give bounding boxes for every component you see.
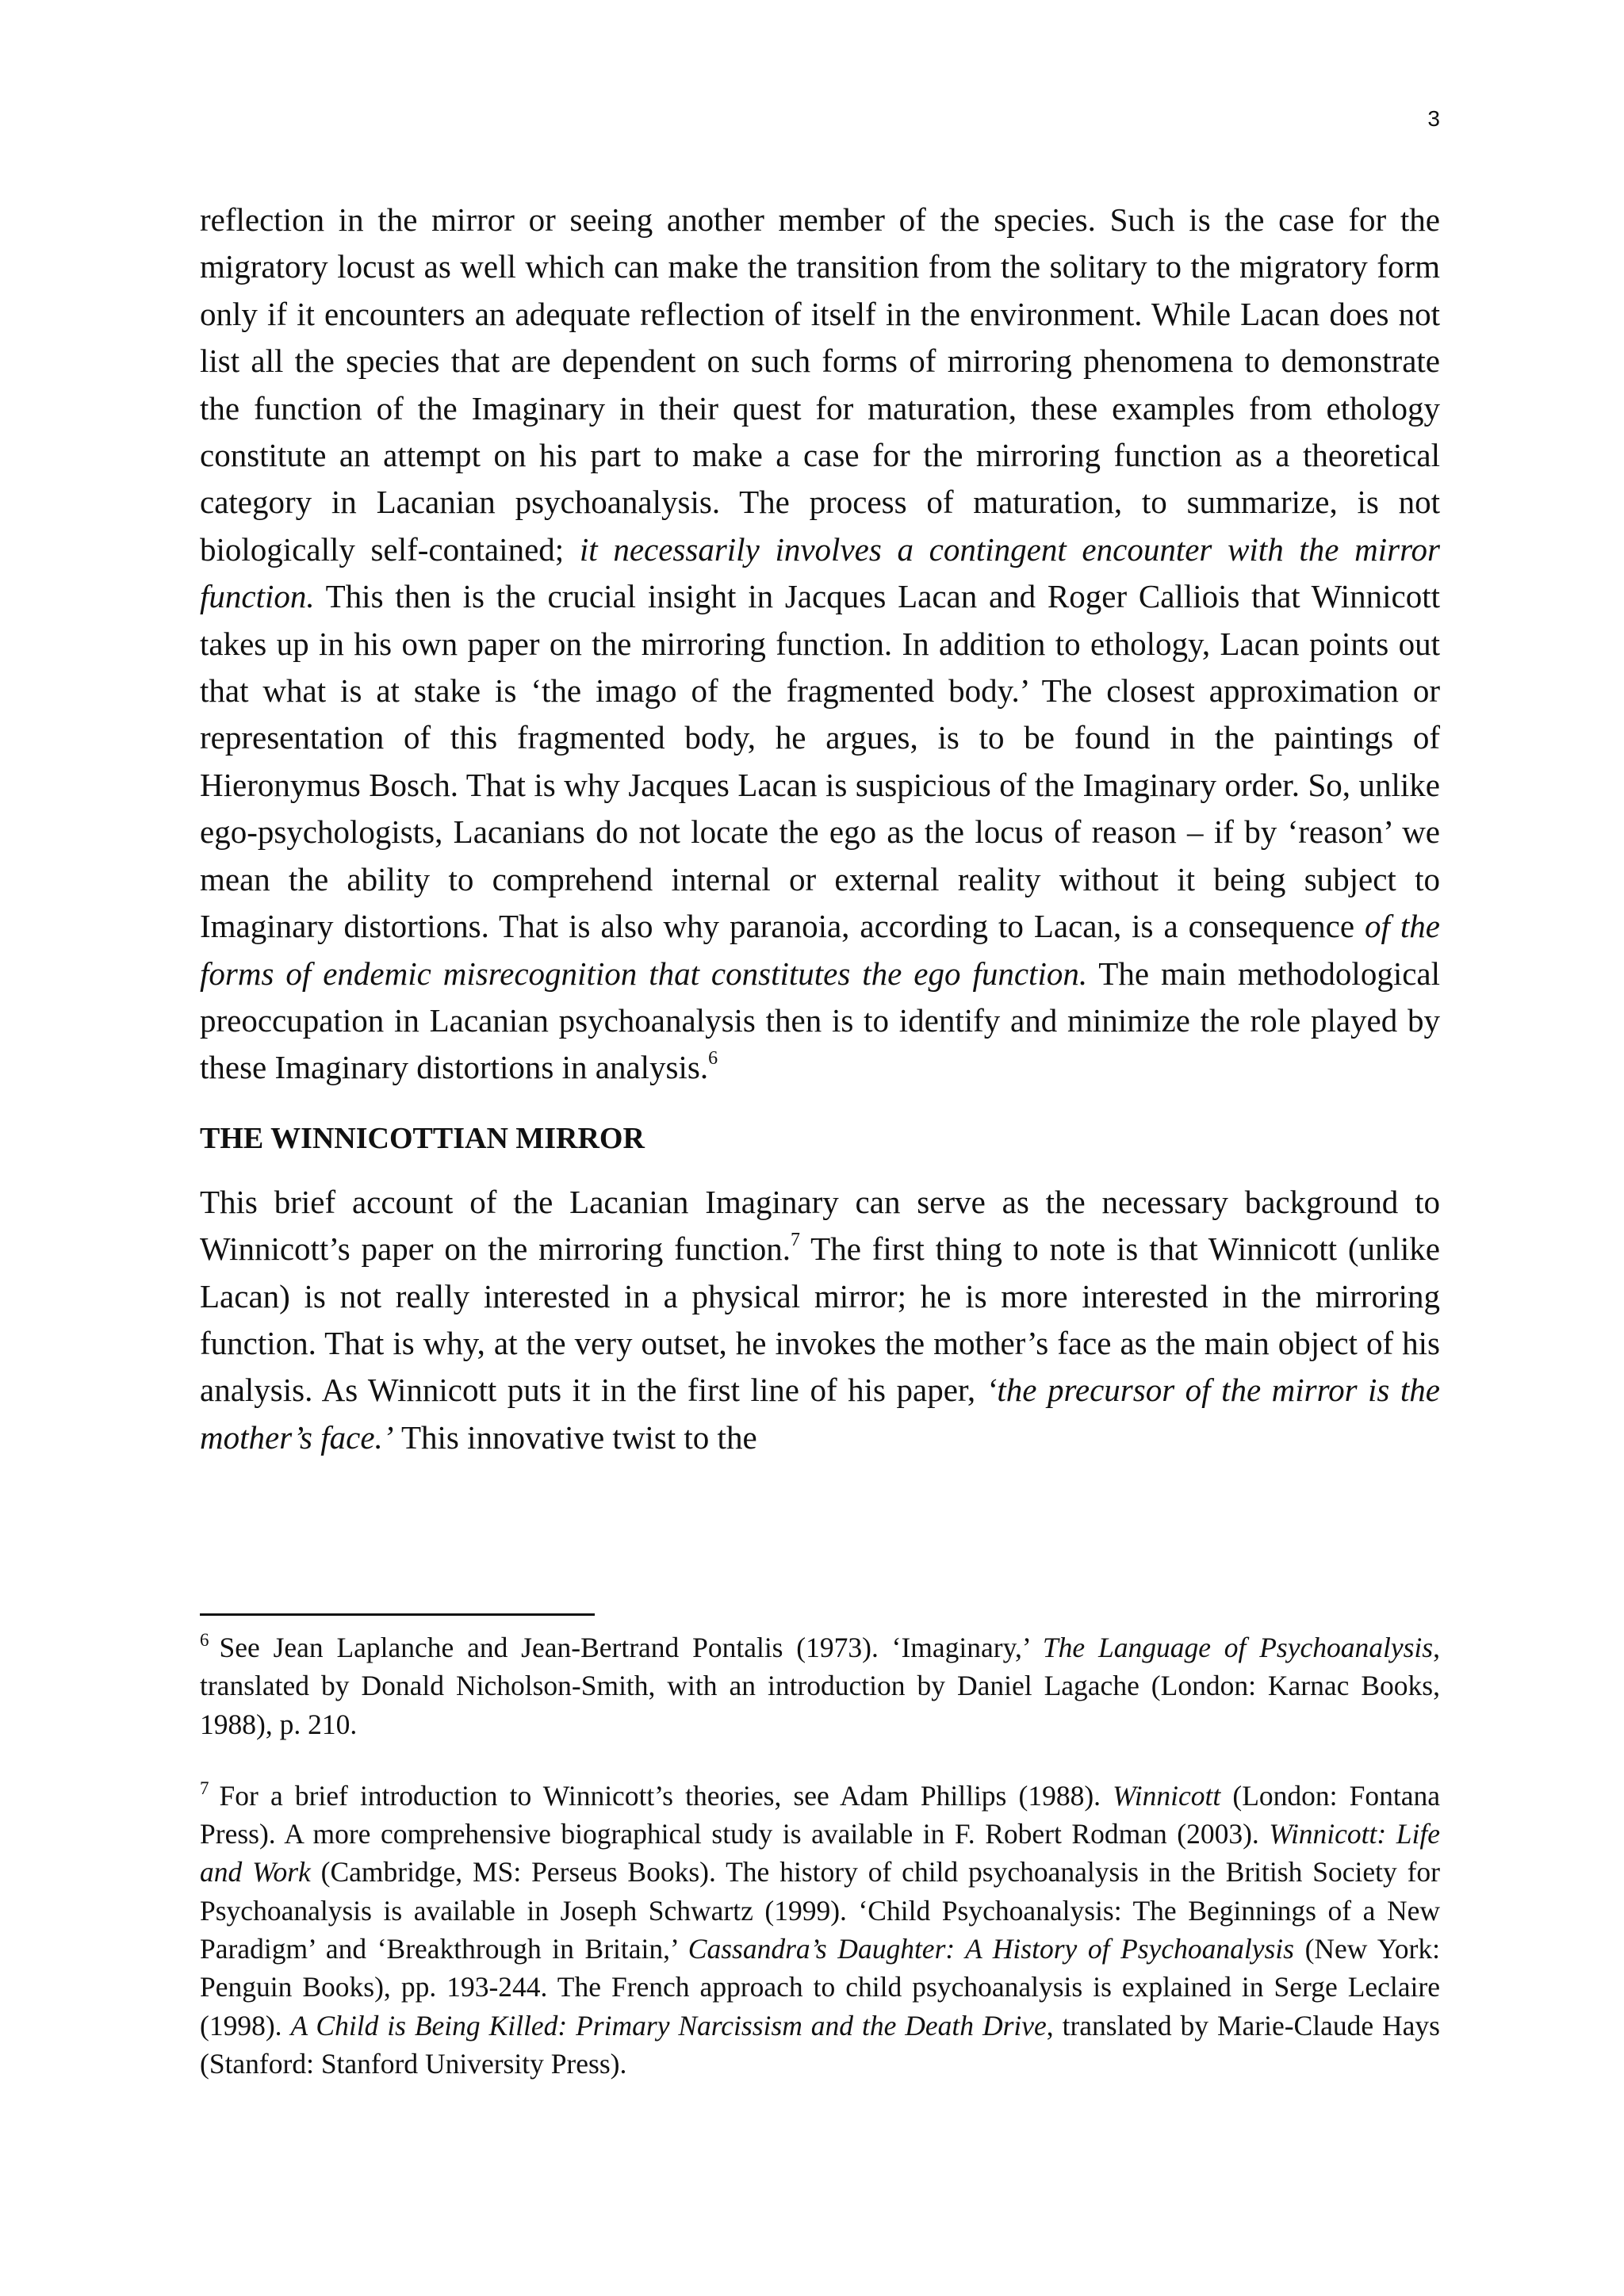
footnote-reference: 6	[708, 1048, 718, 1070]
text-run: , translated by Donald Nicholson-Smith, with an introduction by Daniel Lagache (London: Karnac Books, 1988), p. 210.	[200, 1632, 1440, 1740]
text-run: reflection in the mirror or seeing another member of the species. Such is the case for the migratory locust as well which can make the transition from the solitary to the migratory form only if it encounters an adequate reflection of itself in the environment. While Lacan does not list all the species that are dependent on such forms of mirroring phenomena to demonstrate the function of the Imaginary in their quest for maturation, these examples from ethology constitute an attempt on his part to make a case for the mirroring function as a theoretical category in Lacanian psychoanalysis. The process of maturation, to summarize, is not biologically self-contained;	[200, 201, 1440, 568]
text-run: For a brief introduction to Winnicott’s theories, see Adam Phillips (1988).	[219, 1779, 1113, 1812]
footnote-marker: 6	[200, 1630, 209, 1650]
body-paragraph-1	[200, 197, 1440, 1092]
text-run: (London: Fontana Press). A more comprehensive biographical study is available in F. Robert Rodman (2003).	[200, 1779, 1441, 1850]
text-run: (Cambridge, MS: Perseus Books). The history of child psychoanalysis in the British Society for Psychoanalysis is available in Joseph Schwartz (1999). ‘Child Psychoanalysis: The Beginnings of a New Paradigm’ and ‘Breakthrough in Britain,’	[200, 1856, 1440, 1965]
italic-text: ‘the precursor of the mirror is the mother’s face.’	[200, 1372, 1440, 1456]
italic-text: Cassandra’s Daughter: A History of Psychoanalysis	[688, 1933, 1294, 1965]
body-text	[200, 197, 1440, 1461]
italic-text: Winnicott: Life and Work	[200, 1818, 1440, 1888]
footnote-reference: 7	[791, 1230, 801, 1251]
text-run: The main methodological preoccupation in Lacanian psychoanalysis then is to identify and minimize the role played by these Imaginary distortions in analysis.	[200, 955, 1441, 1086]
italic-text: of the forms of endemic misrecognition that constitutes the ego function.	[200, 908, 1440, 992]
page-number: 3	[1427, 106, 1440, 131]
footnote-7	[200, 1777, 1440, 2083]
text-run: , translated by Marie-Claude Hays (Stanford: Stanford University Press).	[200, 2009, 1440, 2080]
text-run: This brief account of the Lacanian Imaginary can serve as the necessary background to Winnicott’s paper on the mirroring function.	[200, 1183, 1440, 1268]
body-paragraph-2	[200, 1179, 1440, 1461]
text-run: This innovative twist to the	[393, 1418, 757, 1456]
italic-text: it necessarily involves a contingent encounter with the mirror function.	[200, 530, 1441, 615]
text-run: (New York: Penguin Books), pp. 193-244. The French approach to child psychoanalysis is explained in Serge Leclaire (1998).	[200, 1933, 1440, 2042]
text-run: The first thing to note is that Winnicott (unlike Lacan) is not really interested in a physical mirror; he is more interested in the mirroring function. That is why, at the very outset, he invokes the mother’s face as the main object of his analysis. As Winnicott puts it in the first line of his paper,	[200, 1230, 1440, 1409]
footnote-6	[200, 1628, 1440, 1743]
footnote-text	[200, 1777, 1441, 2080]
italic-text: A Child is Being Killed: Primary Narcissism and the Death Drive	[290, 2009, 1047, 2042]
text-run: This then is the crucial insight in Jacques Lacan and Roger Calliois that Winnicott takes up in his own paper on the mirroring function. In addition to ethology, Lacan points out that what is at stake is ‘the imago of the fragmented body.’ The closest approximation or representation of this fragmented body, he argues, is to be found in the paintings of Hieronymus Bosch. That is why Jacques Lacan is suspicious of the Imaginary order. So, unlike ego-psychologists, Lacanians do not locate the ego as the locus of reason – if by ‘reason’ we mean the ability to comprehend internal or external reality without it being subject to Imaginary distortions. That is also why paranoia, according to Lacan, is a consequence	[200, 578, 1440, 945]
section-heading: THE WINNICOTTIAN MIRROR	[200, 1121, 645, 1155]
footnotes	[200, 1628, 1440, 2083]
text-run: See Jean Laplanche and Jean-Bertrand Pontalis (1973). ‘Imaginary,’	[219, 1632, 1043, 1663]
footnote-separator	[200, 1613, 595, 1616]
italic-text: The Language of Psychoanalysis	[1042, 1632, 1434, 1663]
italic-text: Winnicott	[1113, 1779, 1221, 1812]
footnote-marker: 7	[200, 1777, 209, 1798]
footnote-text	[200, 1632, 1440, 1740]
